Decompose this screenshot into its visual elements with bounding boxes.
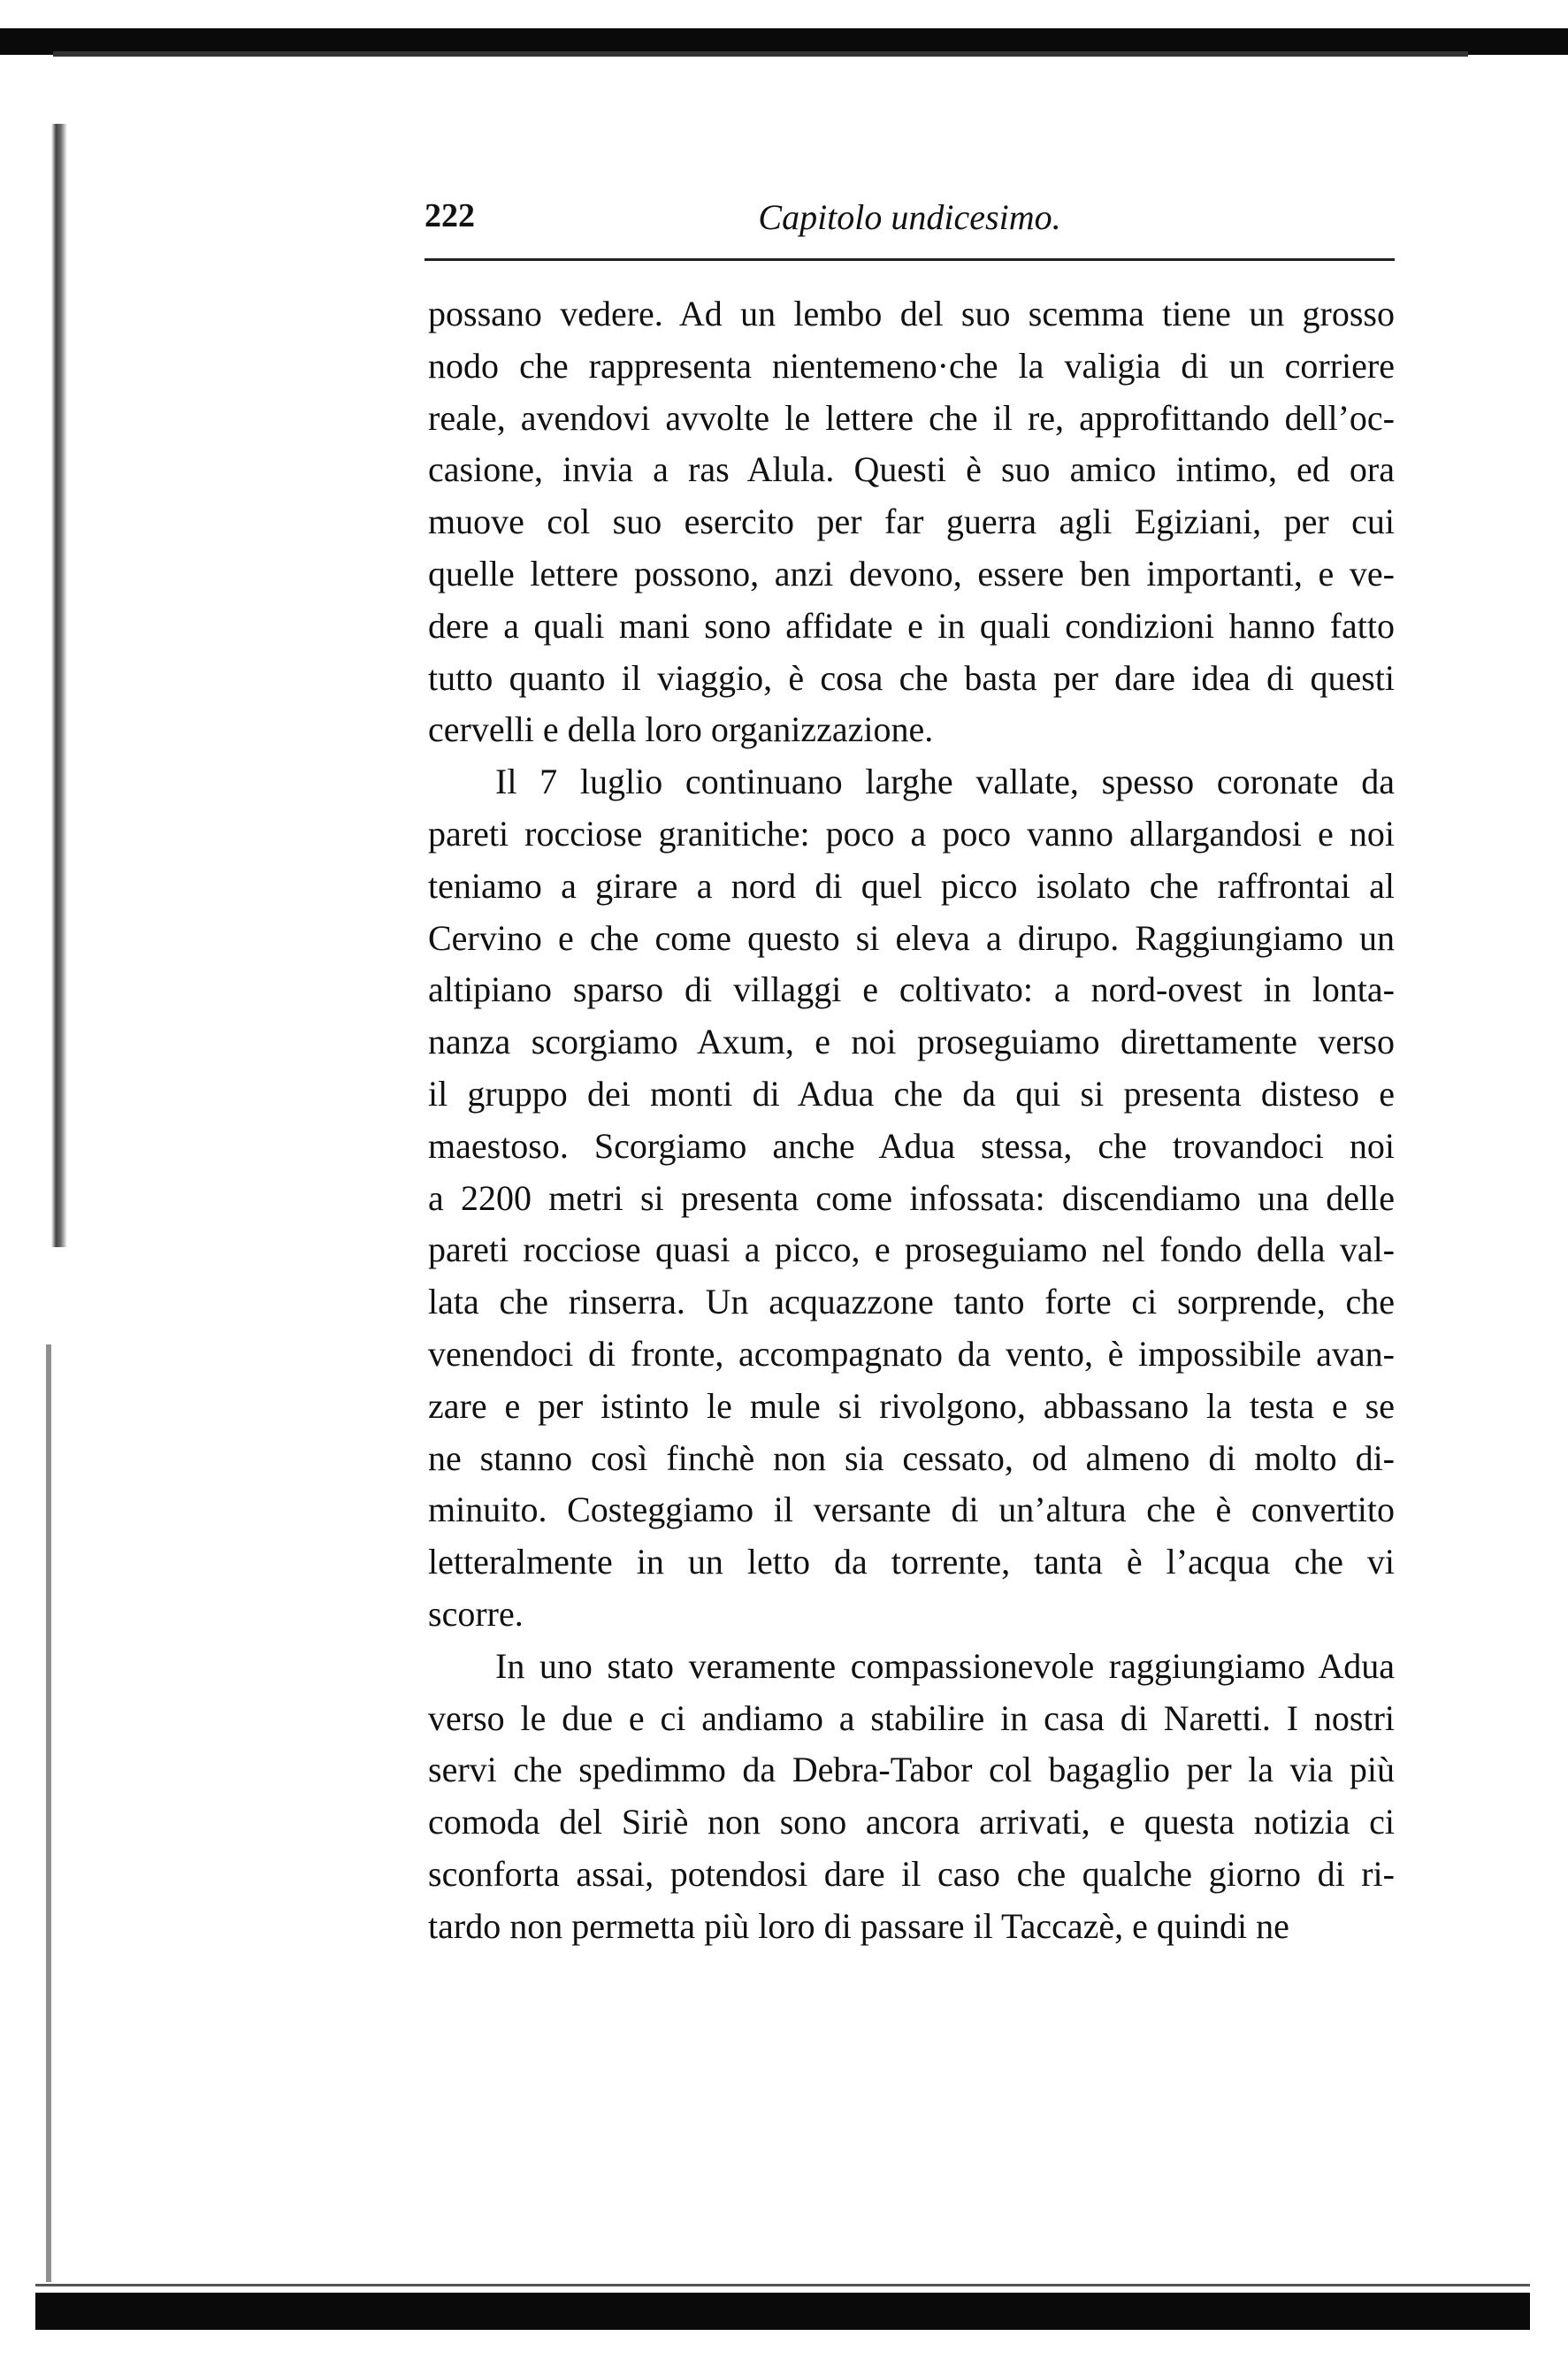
scan-border-top-shadow [53, 51, 1468, 57]
text-line: comoda del Siriè non sono ancora arrivati, e questa notizia ci [428, 1802, 1395, 1842]
text-line: ne stanno così finchè non sia cessato, od almeno di molto di- [428, 1437, 1395, 1478]
text-line: letteralmente in un letto da torrente, tanta è l’acqua che vi [428, 1542, 1395, 1582]
text-line: cervelli e della loro organizzazione. [428, 709, 934, 750]
scan-edge-left-lower [46, 1344, 51, 2282]
text-line: verso le due e ci andiamo a stabilire in casa di Naretti. I nostri [428, 1697, 1395, 1738]
text-line: Il 7 luglio continuano larghe vallate, spesso coronate da [495, 762, 1395, 802]
text-line: dere a quali mani sono affidate e in quali condizioni hanno fatto [428, 605, 1395, 646]
scan-edge-left [51, 124, 67, 1247]
text-line: a 2200 metri si presenta come infossata: discendiamo una delle [428, 1177, 1395, 1218]
text-line: pareti rocciose quasi a picco, e proseguiamo nel fondo della val- [428, 1229, 1395, 1270]
text-line: servi che spedimmo da Debra-Tabor col bagaglio per la via più [428, 1750, 1395, 1790]
text-line: Cervino e che come questo si eleva a dirupo. Raggiungiamo un [428, 917, 1395, 958]
text-line: zare e per istinto le mule si rivolgono, abbassano la testa e se [428, 1385, 1395, 1426]
paragraph [428, 756, 1395, 1641]
text-line: lata che rinserra. Un acquazzone tanto forte ci sorprende, che [428, 1282, 1395, 1322]
text-line: reale, avendovi avvolte le lettere che il re, approfittando dell’oc- [428, 397, 1395, 438]
text-line: nanza scorgiamo Axum, e noi proseguiamo direttamente verso [428, 1022, 1395, 1062]
text-line: scorre. [428, 1593, 524, 1634]
text-line: quelle lettere possono, anzi devono, essere ben importanti, e ve- [428, 553, 1395, 594]
paragraph [428, 288, 1395, 756]
text-line: nodo che rappresenta nientemeno·che la valigia di un corriere [428, 345, 1395, 386]
text-line: pareti rocciose granitiche: poco a poco vanno allargandosi e noi [428, 813, 1395, 854]
running-title: Capitolo undicesimo. [758, 197, 1061, 237]
text-line: muove col suo esercito per far guerra agli Egiziani, per cui [428, 502, 1395, 542]
header-rule [425, 258, 1395, 261]
text-line: In uno stato veramente compassionevole raggiungiamo Adua [495, 1645, 1395, 1686]
paragraph [428, 1641, 1395, 1953]
text-line: maestoso. Scorgiamo anche Adua stessa, che trovandoci noi [428, 1125, 1395, 1166]
text-line: possano vedere. Ad un lembo del suo scemma tiene un grosso [428, 294, 1395, 333]
text-line: sconforta assai, potendosi dare il caso che qualche giorno di ri- [428, 1853, 1395, 1894]
scan-border-bottom-line [35, 2284, 1530, 2286]
text-line: tutto quanto il viaggio, è cosa che basta per dare idea di questi [428, 657, 1395, 698]
text-line: minuito. Costeggiamo il versante di un’altura che è convertito [428, 1490, 1395, 1530]
text-line: il gruppo dei monti di Adua che da qui si presenta disteso e [428, 1073, 1395, 1114]
text-line: tardo non permetta più loro di passare il Taccazè, e quindi ne [428, 1905, 1289, 1946]
body-text [428, 288, 1395, 1953]
scan-border-bottom [35, 2293, 1530, 2330]
page-number: 222 [425, 197, 475, 234]
text-line: casione, invia a ras Alula. Questi è suo amico intimo, ed ora [428, 449, 1395, 490]
text-line: teniamo a girare a nord di quel picco isolato che raffrontai al [428, 865, 1395, 906]
page-header [425, 196, 1395, 241]
text-line: venendoci di fronte, accompagnato da vento, è impossibile avan- [428, 1333, 1395, 1374]
text-line: altipiano sparso di villaggi e coltivato: a nord-ovest in lonta- [428, 969, 1395, 1010]
